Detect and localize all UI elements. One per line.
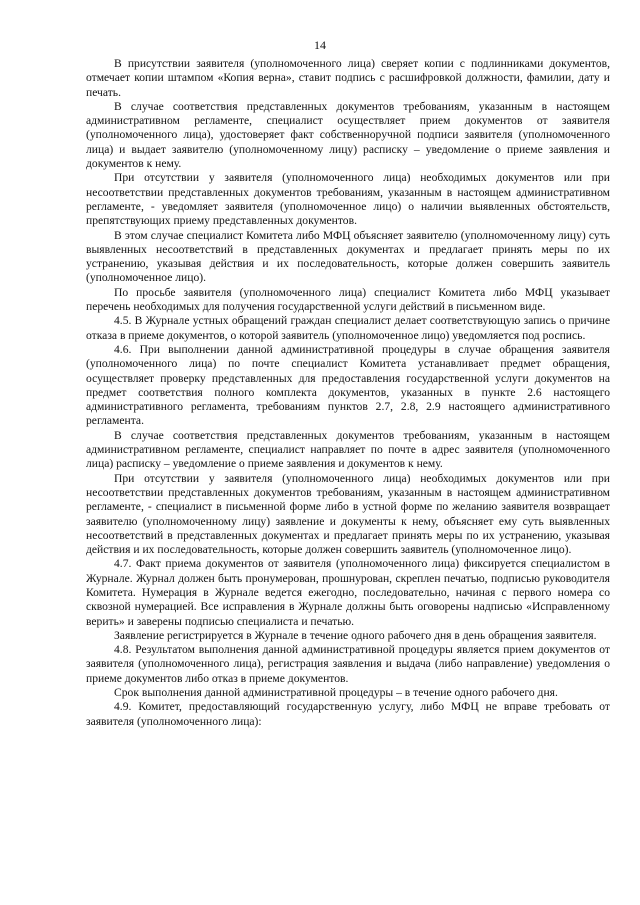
paragraph: 4.5. В Журнале устных обращений граждан специалист делает соответствующую запись о причине отказа в приеме документов, о которой заявитель (уполномоченное лицо) уведомляется под роспись. [86, 314, 610, 342]
paragraph: 4.8. Результатом выполнения данной административной процедуры является прием документов от заявителя (уполномоченного лица), регистрация заявления и выдача (либо направление) уведомления о приеме документов либо отказ в приеме документов. [86, 643, 610, 685]
paragraph: При отсутствии у заявителя (уполномоченного лица) необходимых документов или при несоответствии представленных документов требованиям, указанным в настоящем административном регламенте, - уведомляет заявителя (уполномоченное лицо) о наличии выявленных обстоятельств, препятствующих приему представленных документов. [86, 171, 610, 228]
paragraph: В этом случае специалист Комитета либо МФЦ объясняет заявителю (уполномоченному лицу) суть выявленных несоответствий в представленных документах и предлагает принять меры по их устранению, указывая действия и их последовательность, которые должен совершить заявитель (уполномоченное лицо). [86, 228, 610, 285]
paragraph: В присутствии заявителя (уполномоченного лица) сверяет копии с подлинниками документов, отмечает копии штампом «Копия верна», ставит подпись с расшифровкой должности, фамилии, дату и печать. [86, 57, 610, 99]
paragraph: При отсутствии у заявителя (уполномоченного лица) необходимых документов или при несоответствии представленных документов требованиям, указанным в настоящем административном регламенте, - специалист в письменной форме либо в устной форме по желанию заявителя возвращает заявителю (уполномоченному лицу) заявление и документы к нему, объясняет ему суть выявленных несоответствий в представленных документах и предлагает принять меры по их устранению, указывая действия и их последовательность, которые должен совершить заявитель (уполномоченное лицо). [86, 471, 610, 557]
paragraph: 4.6. При выполнении данной административной процедуры в случае обращения заявителя (уполномоченного лица) по почте специалист Комитета устанавливает предмет обращения, осуществляет проверку представленных для предоставления государственной услуги документов на предмет соответствия полного комплекта документов, указанных в пункте 2.6 настоящего административного регламента, требованиям пунктов 2.7, 2.8, 2.9 настоящего административного регламента. [86, 342, 610, 428]
paragraph: Срок выполнения данной административной процедуры – в течение одного рабочего дня. [114, 686, 558, 700]
paragraph: В случае соответствия представленных документов требованиям, указанным в настоящем административном регламенте, специалист осуществляет прием документов от заявителя (уполномоченного лица), удостоверяет факт собственноручной подписи заявителя (уполномоченного лица) и выдает заявителю (уполномоченному лицу) расписку – уведомление о приеме заявления и документов к нему. [86, 99, 610, 171]
page-number: 14 [314, 38, 326, 52]
paragraph: В случае соответствия представленных документов требованиям, указанным в настоящем административном регламенте, специалист направляет по почте в адрес заявителя (уполномоченного лица) расписку – уведомление о приеме заявления и документов к нему. [86, 428, 610, 471]
paragraph: По просьбе заявителя (уполномоченного лица) специалист Комитета либо МФЦ указывает перечень необходимых для получения государственной услуги действий в письменном виде. [86, 285, 610, 314]
paragraph: 4.9. Комитет, предоставляющий государственную услугу, либо МФЦ не вправе требовать от заявителя (уполномоченного лица): [86, 700, 610, 728]
document-body [86, 57, 610, 729]
paragraph: 4.7. Факт приема документов от заявителя (уполномоченного лица) фиксируется специалистом в Журнале. Журнал должен быть пронумерован, прошнурован, скреплен печатью, подписью руководителя Комитета. Нумерация в Журнале ведется ежегодно, последовательно, начиная с первого номера со сквозной нумерацией. Все исправления в Журнале должны быть оговорены надписью «Исправленному верить» и заверены подписью специалиста и печатью. [86, 557, 610, 628]
paragraph: Заявление регистрируется в Журнале в течение одного рабочего дня в день обращения заявителя. [114, 628, 597, 642]
